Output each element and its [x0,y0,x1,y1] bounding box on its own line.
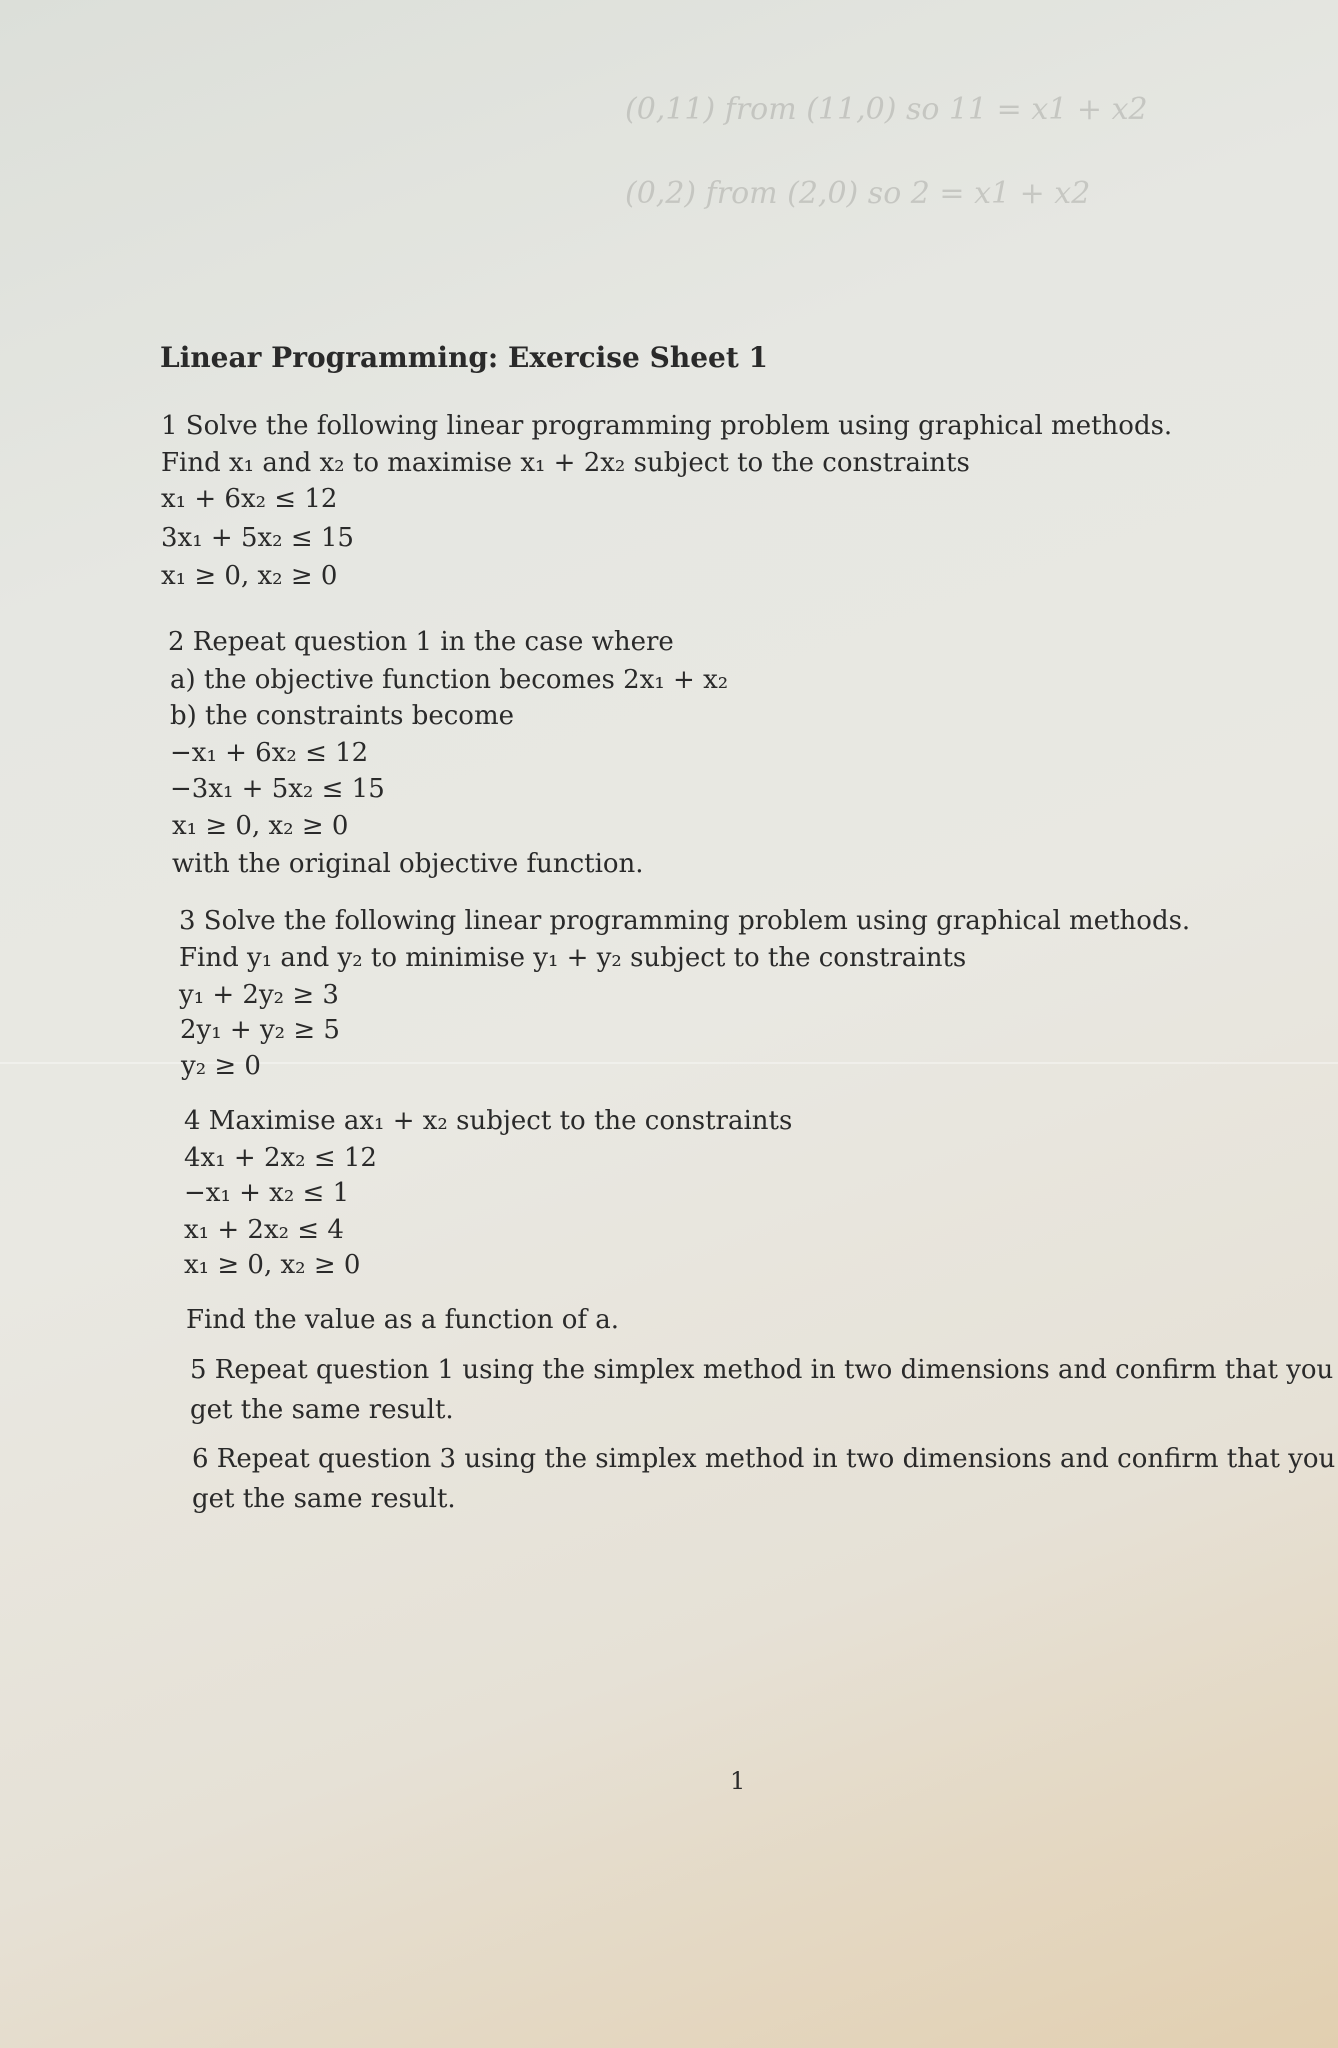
q1-line: 1 Solve the following linear programming problem using graphical methods. [161,411,1173,441]
q4-line: 4 Maximise ax₁ + x₂ subject to the constraints [184,1106,793,1136]
q4-line: Find the value as a function of a. [186,1305,620,1335]
q2-line: −3x₁ + 5x₂ ≤ 15 [170,774,385,804]
q1-line: x₁ ≥ 0, x₂ ≥ 0 [161,561,338,591]
q1-line: 3x₁ + 5x₂ ≤ 15 [161,523,354,553]
q1-line: Find x₁ and x₂ to maximise x₁ + 2x₂ subject to the constraints [161,448,970,478]
q6-line: get the same result. [192,1484,456,1514]
q4-line: x₁ + 2x₂ ≤ 4 [184,1215,344,1245]
q2-line: b) the constraints become [170,701,514,731]
q5-line: 5 Repeat question 1 using the simplex method in two dimensions and confirm that you [190,1355,1334,1385]
q2-line: x₁ ≥ 0, x₂ ≥ 0 [172,811,349,841]
q4-line: −x₁ + x₂ ≤ 1 [184,1178,350,1208]
q3-line: 3 Solve the following linear programming problem using graphical methods. [179,906,1191,936]
page-number: 1 [730,1767,746,1795]
q3-line: y₁ + 2y₂ ≥ 3 [179,980,339,1010]
q6-line: 6 Repeat question 3 using the simplex method in two dimensions and confirm that you [192,1444,1336,1474]
q3-line: Find y₁ and y₂ to minimise y₁ + y₂ subject to the constraints [179,943,967,973]
q2-line: with the original objective function. [172,849,644,879]
q3-line: y₂ ≥ 0 [181,1051,261,1081]
faint-handwriting: (0,11) from (11,0) so 11 = x1 + x2 [625,92,1148,127]
q1-line: x₁ + 6x₂ ≤ 12 [161,484,338,514]
page-title: Linear Programming: Exercise Sheet 1 [160,341,768,374]
q5-line: get the same result. [190,1395,454,1425]
q4-line: x₁ ≥ 0, x₂ ≥ 0 [184,1250,361,1280]
q3-line: 2y₁ + y₂ ≥ 5 [180,1015,340,1045]
q4-line: 4x₁ + 2x₂ ≤ 12 [184,1143,377,1173]
faint-handwriting: (0,2) from (2,0) so 2 = x1 + x2 [625,176,1091,211]
q2-line: 2 Repeat question 1 in the case where [168,627,674,657]
q2-line: −x₁ + 6x₂ ≤ 12 [170,738,369,768]
q2-line: a) the objective function becomes 2x₁ + x₂ [170,665,729,695]
